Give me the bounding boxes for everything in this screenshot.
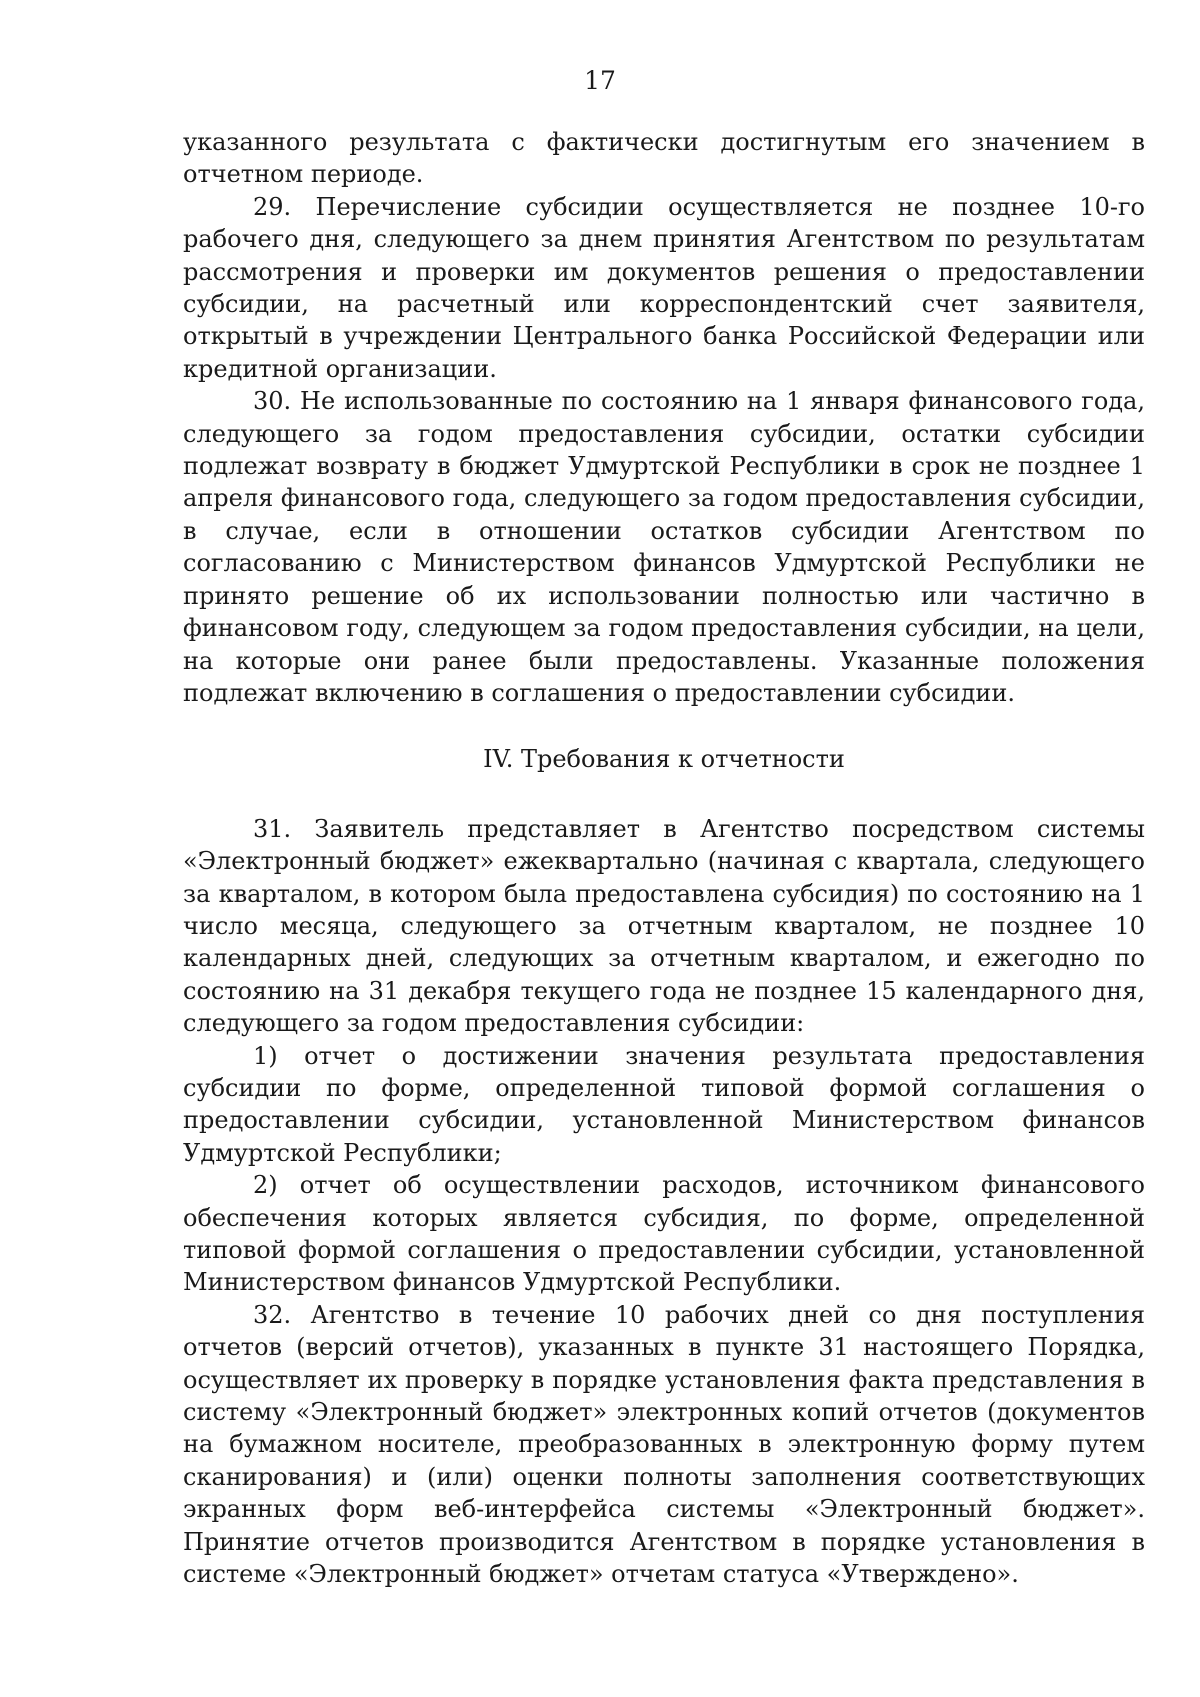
paragraph-31: 31. Заявитель представляет в Агентство посредством системы «Электронный бюджет» ежеквартально (начиная с квартала, следующего за кварталом, в котором была предоставлена субсидия) по состоянию на 1 число месяца, следующего за отчетным кварталом, не позднее 10 календарных дней, следующих за отчетным кварталом, и ежегодно по состоянию на 31 декабря текущего года не позднее 15 календарного дня, следующего за годом предоставления субсидии: [183,814,1145,1038]
paragraph-29: 29. Перечисление субсидии осуществляется не позднее 10-го рабочего дня, следующего за днем принятия Агентством по результатам рассмотрения и проверки им документов решения о предоставлении субсидии, на расчетный или корреспондентский счет заявителя, открытый в учреждении Центрального банка Российской Федерации или кредитной организации. [183,192,1145,383]
paragraph-32: 32. Агентство в течение 10 рабочих дней со дня поступления отчетов (версий отчетов), указанных в пункте 31 настоящего Порядка, осуществляет их проверку в порядке установления факта представления в систему «Электронный бюджет» электронных копий отчетов (документов на бумажном носителе, преобразованных в электронную форму путем сканирования) и (или) оценки полноты заполнения соответствующих экранных форм веб-интерфейса системы «Электронный бюджет». Принятие отчетов производится Агентством в порядке установления в системе «Электронный бюджет» отчетам статуса «Утверждено». [183,1300,1145,1589]
paragraph-30: 30. Не использованные по состоянию на 1 января финансового года, следующего за годом предоставления субсидии, остатки субсидии подлежат возврату в бюджет Удмуртской Республики в срок не позднее 1 апреля финансового года, следующего за годом предоставления субсидии, в случае, если в отношении остатков субсидии Агентством по согласованию с Министерством финансов Удмуртской Республики не принято решение об их использовании полностью или частично в финансовом году, следующем за годом предоставления субсидии, на цели, на которые они ранее были предоставлены. Указанные положения подлежат включению в соглашения о предоставлении субсидии. [183,387,1145,707]
paragraph-31-item-1: 1) отчет о достижении значения результата предоставления субсидии по форме, определенной типовой формой соглашения о предоставлении субсидии, установленной Министерством финансов Удмуртской Республики; [183,1041,1145,1167]
spacer [183,709,1145,743]
document-body [183,126,1145,1590]
paragraph-31-item-2: 2) отчет об осуществлении расходов, источником финансового обеспечения которых является субсидия, по форме, определенной типовой формой соглашения о предоставлении субсидии, установленной Министерством финансов Удмуртской Республики. [183,1171,1145,1297]
page-number: 17 [584,66,616,95]
paragraph-28-continued: указанного результата с фактически достигнутым его значением в отчетном периоде. [183,128,1145,189]
spacer [183,776,1145,813]
section-heading: IV. Требования к отчетности [483,745,845,774]
